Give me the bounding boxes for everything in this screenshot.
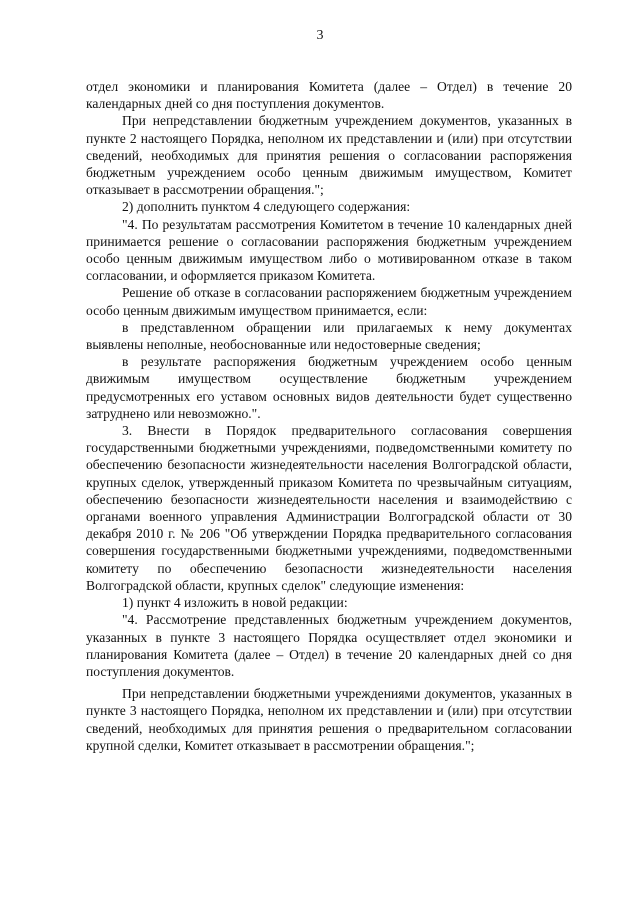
paragraph: 1) пункт 4 изложить в новой редакции: bbox=[122, 595, 348, 611]
paragraph: "4. По результатам рассмотрения Комитетом в течение 10 календарных дней принимается решение о согласовании распоряжения бюджетным учреждением особо ценным движимым имуществом либо о мотивированном отказе в таком согласовании, и оформляется приказом Комитета. bbox=[86, 216, 572, 284]
document-body bbox=[86, 78, 572, 754]
paragraph: в представленном обращении или прилагаемых к нему документах выявлены неполные, необоснованные или недостоверные сведения; bbox=[86, 319, 572, 353]
paragraph: 2) дополнить пунктом 4 следующего содержания: bbox=[122, 199, 411, 215]
paragraph: Решение об отказе в согласовании распоряжением бюджетным учреждением особо ценным движимым имуществом принимается, если: bbox=[86, 285, 572, 318]
paragraph: При непредставлении бюджетным учреждением документов, указанных в пункте 2 настоящего Порядка, неполном их представлении и (или) при отсутствии сведений, необходимых для принятия решения о согласовании распоряжения бюджетным учреждением особо ценным движимым имуществом, Комитет отказывает в рассмотрении обращения."; bbox=[86, 113, 572, 198]
paragraph: При непредставлении бюджетными учреждениями документов, указанных в пункте 3 настоящего Порядка, неполном их представлении и (или) при отсутствии сведений, необходимых для принятия решения о предварительном согласовании крупной сделки, Комитет отказывает в рассмотрении обращения."; bbox=[86, 686, 572, 753]
paragraph: 3. Внести в Порядок предварительного согласования совершения государственными бюджетными учреждениями, подведомственными комитету по обеспечению безопасности жизнедеятельности населения Волгоградской области, крупных сделок, утвержденный приказом Комитета по чрезвычайным ситуациям, обеспечению безопасности жизнедеятельности населения и взаимодействию с органами военного управления Администрации Волгоградской области от 30 декабря 2010 г. № 206 "Об утверждении Порядка предварительного согласования совершения государственными бюджетными учреждениями, подведомственными комитету по обеспечению безопасности жизнедеятельности населения Волгоградской области, крупных сделок" следующие изменения: bbox=[86, 423, 572, 593]
paragraph: в результате распоряжения бюджетным учреждением особо ценным движимым имуществом осуществление бюджетным учреждением предусмотренных его уставом основных видов деятельности будет существенно затруднено или невозможно.". bbox=[86, 354, 572, 421]
paragraph: "4. Рассмотрение представленных бюджетным учреждением документов, указанных в пункте 3 настоящего Порядка осуществляет отдел экономики и планирования Комитета (далее – Отдел) в течение 20 календарных дней со дня поступления документов. bbox=[86, 612, 572, 679]
paragraph: отдел экономики и планирования Комитета (далее – Отдел) в течение 20 календарных дней со дня поступления документов. bbox=[86, 79, 572, 112]
page-number: 3 bbox=[316, 28, 324, 43]
